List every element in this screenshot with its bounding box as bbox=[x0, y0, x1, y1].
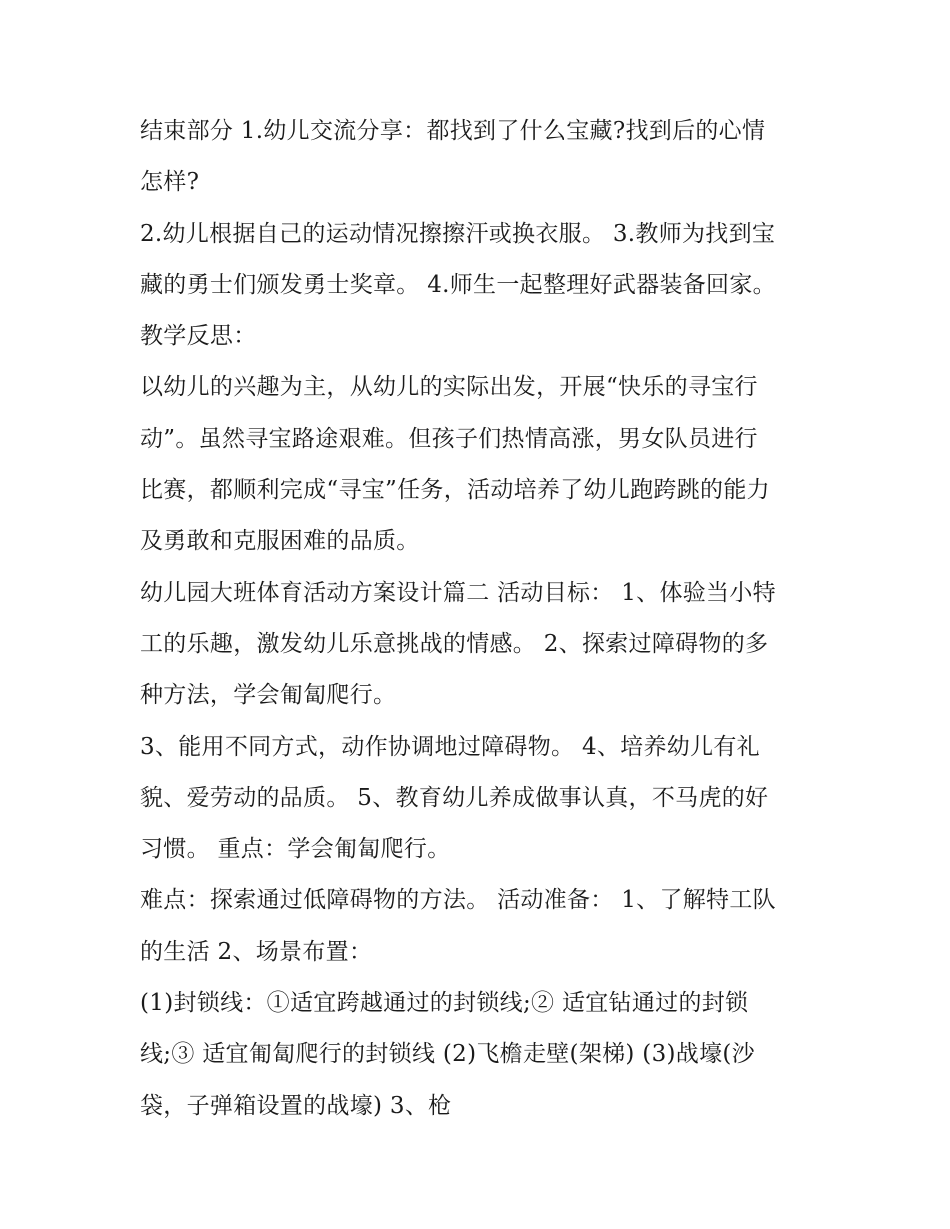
text-line: 以幼儿的兴趣为主，从幼儿的实际出发，开展“快乐的寻宝行 bbox=[140, 374, 758, 401]
text-line: 种方法，学会匍匐爬行。 bbox=[140, 682, 397, 709]
text-line: 藏的勇士们颁发勇士奖章。 4.师生一起整理好武器装备回家。 bbox=[140, 271, 776, 298]
text-line: 结束部分 1.幼儿交流分享：都找到了什么宝藏?找到后的心情 bbox=[140, 118, 766, 144]
text-line: 2.幼儿根据自己的运动情况擦擦汗或换衣服。 3.教师为找到宝 bbox=[140, 220, 776, 247]
text-line: 及勇敢和克服困难的品质。 bbox=[140, 528, 420, 555]
text-line: 3、能用不同方式，动作协调地过障碍物。 4、培养幼儿有礼 bbox=[140, 733, 760, 760]
text-line: 怎样? bbox=[140, 169, 200, 196]
text-line: 貌、爱劳动的品质。 5、教育幼儿养成做事认真，不马虎的好 bbox=[140, 784, 769, 811]
text-line: 工的乐趣，激发幼儿乐意挑战的情感。 2、探索过障碍物的多 bbox=[140, 630, 769, 657]
text-line: (1)封锁线：①适宜跨越通过的封锁线;② 适宜钻通过的封锁 bbox=[140, 990, 749, 1017]
text-line: 幼儿园大班体育活动方案设计篇二 活动目标： 1、体验当小特 bbox=[140, 579, 776, 606]
document-body bbox=[140, 106, 820, 1132]
text-line: 线;③ 适宜匍匐爬行的封锁线 (2)飞檐走壁(架梯) (3)战壕(沙 bbox=[140, 1041, 755, 1068]
text-line: 比赛，都顺利完成“寻宝”任务，活动培养了幼儿跑跨跳的能力 bbox=[140, 477, 770, 504]
text-line: 的生活 2、场景布置： bbox=[140, 938, 373, 965]
section-heading: 教学反思： bbox=[140, 323, 257, 350]
text-line: 袋，子弹箱设置的战壕) 3、枪 bbox=[140, 1092, 452, 1119]
text-line: 动”。虽然寻宝路途艰难。但孩子们热情高涨，男女队员进行 bbox=[140, 425, 758, 452]
text-line: 习惯。 重点：学会匍匐爬行。 bbox=[140, 836, 451, 863]
text-line: 难点：探索通过低障碍物的方法。 活动准备： 1、了解特工队 bbox=[140, 887, 776, 914]
